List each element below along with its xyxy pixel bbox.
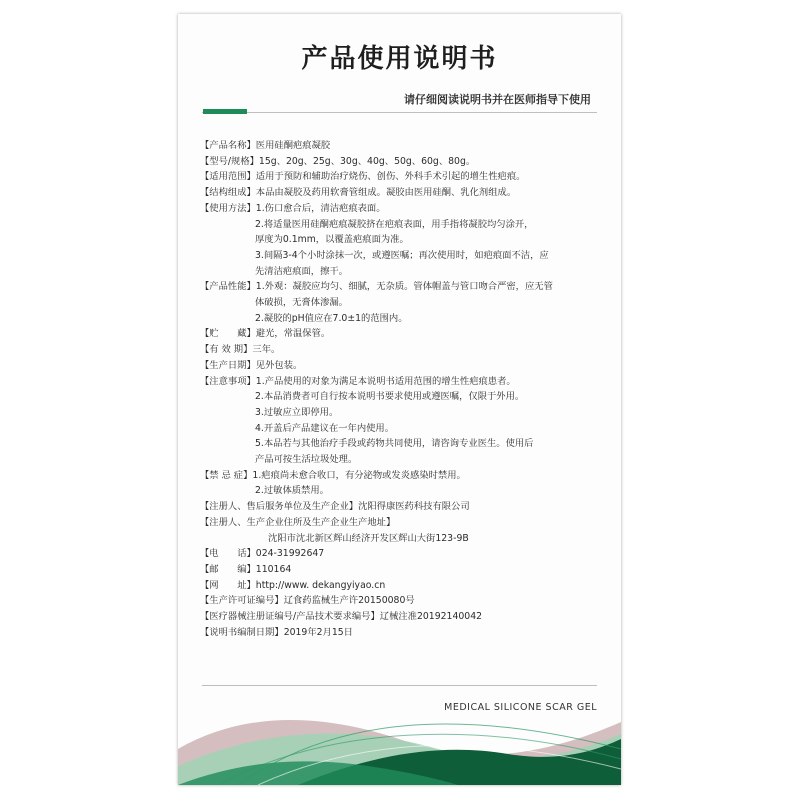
row-label: 【产品名称】 [200, 140, 256, 151]
performance-line: 体破损，无膏体渗漏。 [255, 297, 348, 309]
row-value: 15g、20g、25g、30g、40g、50g、60g、80g。 [258, 155, 476, 167]
row-value: 本品由凝胶及药用软膏管组成。凝胶由医用硅酮、乳化剂组成。 [255, 187, 517, 199]
row-label: 【型号/规格】 [200, 155, 259, 167]
row-value: 110164 [255, 563, 292, 575]
row-label: 【网 址】 [200, 579, 256, 591]
instruction-sheet [178, 14, 621, 785]
contraindication-line: 2.过敏体质禁用。 [255, 485, 329, 497]
row-label: 【说明书编制日期】 [200, 626, 284, 638]
row-label: 【邮 编】 [200, 563, 256, 575]
row-value: 2019年2月15日 [283, 626, 353, 638]
row-value: 医用硅酮疤痕凝胶 [255, 140, 331, 151]
usage-line: 3.间隔3-4个小时涂抹一次，或遵医嘱；再次使用时，如疤痕面不洁，应 [255, 249, 549, 261]
row-label: 【医疗器械注册证编号/产品技术要求编号】 [200, 611, 380, 623]
usage-line: 厚度为0.1mm，以覆盖疤痕面为准。 [255, 234, 409, 246]
row-value: 适用于预防和辅助治疗烧伤、创伤、外科手术引起的增生性疤痕。 [255, 171, 526, 183]
usage-line: 2.将适量医用硅酮疤痕凝胶挤在疤痕表面，用手指将凝胶均匀涂开， [255, 218, 534, 230]
row-label: 【注册人、生产企业住所及生产企业生产地址】 [200, 516, 396, 528]
row-label: 【注意事项】 [200, 375, 256, 387]
row-label: 【生产日期】 [200, 359, 256, 371]
row-label: 【适用范围】 [200, 171, 256, 183]
row-value: 024-31992647 [255, 548, 325, 560]
row-value: 辽械注准20192140042 [379, 611, 483, 623]
precaution-line: 4.开盖后产品建议在一年内使用。 [255, 422, 395, 434]
precaution-line: 5.本品若与其他治疗手段或药物共同使用，请咨询专业医生。使用后 [255, 438, 534, 450]
subtitle: 请仔细阅读说明书并在医师指导下使用 [404, 93, 591, 106]
row-label: 【生产许可证编号】 [200, 595, 284, 607]
row-value: 1.产品使用的对象为满足本说明书适用范围的增生性疤痕患者。 [255, 375, 516, 387]
footer-product-name: MEDICAL SILICONE SCAR GEL [444, 702, 597, 713]
row-label: 【注册人、售后服务单位及生产企业】 [200, 501, 359, 513]
row-value: 三年。 [252, 344, 281, 356]
row-label: 【结构组成】 [200, 187, 256, 199]
precaution-line: 2.本品消费者可自行按本说明书要求使用或遵医嘱，仅限于外用。 [255, 391, 525, 403]
address-value: 沈阳市沈北新区辉山经济开发区辉山大街123-9B [268, 532, 469, 544]
usage-line: 先清洁疤痕面，擦干。 [255, 265, 348, 277]
row-label: 【贮 藏】 [200, 328, 256, 340]
precaution-line: 3.过敏应立即停用。 [255, 406, 339, 418]
decorative-wave-graphic [178, 14, 621, 785]
precaution-line: 产品可按生活垃圾处理。 [255, 454, 358, 466]
row-value: 辽食药监械生产许20150080号 [283, 595, 415, 607]
row-value: 1.伤口愈合后，清洁疤痕表面。 [255, 202, 386, 214]
page-title: 产品使用说明书 [301, 44, 498, 74]
row-label: 【有 效 期】 [200, 344, 253, 356]
row-value: 见外包装。 [255, 359, 303, 371]
row-label: 【禁 忌 症】 [200, 469, 253, 481]
row-value: 避光，常温保管。 [255, 328, 331, 340]
row-label: 【产品性能】 [200, 281, 256, 293]
row-label: 【使用方法】 [200, 202, 256, 214]
row-value: 1.外观：凝胶应均匀、细腻，无杂质。管体帽盖与管口吻合严密，应无管 [255, 281, 553, 293]
performance-line: 2.凝胶的pH值应在7.0±1的范围内。 [255, 312, 408, 324]
row-value: 沈阳得康医药科技有限公司 [358, 501, 470, 513]
row-value: 1.疤痕尚未愈合收口，有分泌物或发炎感染时禁用。 [252, 469, 466, 481]
row-value: http://www. dekangyiyao.cn [255, 579, 386, 591]
row-label: 【电 话】 [200, 548, 256, 560]
